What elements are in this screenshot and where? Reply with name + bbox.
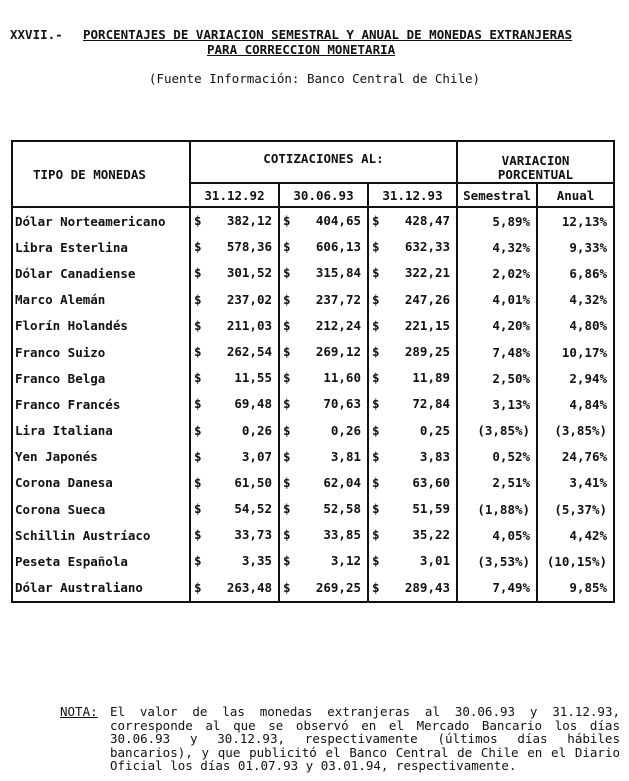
rate-value: 70,63 [323, 396, 361, 412]
currency-symbol: $ [283, 265, 291, 281]
table-row [12, 287, 614, 313]
rate-value: 11,55 [234, 370, 272, 386]
currency-symbol: $ [283, 239, 291, 255]
semestral-variation: 7,48% [457, 339, 537, 365]
rate-cell-1 [190, 496, 279, 522]
rate-cell-1 [190, 339, 279, 365]
annual-variation: 2,94% [537, 365, 614, 391]
rate-cell-2 [279, 391, 368, 417]
rate-value: 262,54 [226, 343, 272, 359]
rate-value: 578,36 [226, 239, 272, 255]
heading-title-line-2: PARA CORRECCION MONETARIA [207, 42, 396, 57]
annual-variation: 3,41% [537, 470, 614, 496]
table-body [12, 207, 614, 602]
currency-symbol: $ [283, 291, 291, 307]
rate-value: 3,01 [419, 553, 451, 569]
currency-symbol: $ [194, 474, 202, 490]
rate-cell-1 [190, 444, 279, 470]
currency-symbol: $ [283, 213, 291, 228]
currency-name: Dólar Australiano [12, 575, 190, 602]
currency-symbol: $ [283, 370, 291, 386]
currency-symbol: $ [283, 422, 291, 438]
semestral-variation: 4,32% [457, 234, 537, 260]
rate-cell-1 [190, 260, 279, 286]
currency-name: Franco Belga [12, 365, 190, 391]
rate-cell-1 [190, 365, 279, 391]
annual-variation: 24,76% [537, 444, 614, 470]
rate-value: 33,85 [323, 527, 361, 543]
rate-value: 62,04 [323, 474, 361, 490]
annual-variation: 10,17% [537, 339, 614, 365]
currency-name: Libra Esterlina [12, 234, 190, 260]
rate-value: 322,21 [404, 265, 451, 281]
currency-symbol: $ [194, 291, 202, 307]
currency-name: Yen Japonés [12, 444, 190, 470]
header-anual: Anual [537, 183, 614, 207]
rate-cell-2 [279, 207, 368, 234]
rate-value: 263,48 [226, 579, 272, 595]
rate-value: 404,65 [315, 213, 361, 228]
rate-cell-3 [368, 365, 457, 391]
table-row [12, 470, 614, 496]
rate-value: 606,13 [315, 239, 361, 255]
table-row [12, 418, 614, 444]
annual-variation: (5,37%) [537, 496, 614, 522]
rate-cell-1 [190, 470, 279, 496]
currency-symbol: $ [283, 317, 291, 333]
rate-cell-3 [368, 496, 457, 522]
currency-symbol: $ [372, 501, 380, 517]
rate-value: 269,25 [315, 579, 361, 595]
currency-symbol: $ [194, 527, 202, 543]
rate-value: 3,07 [241, 448, 272, 464]
semestral-variation: 2,50% [457, 365, 537, 391]
currency-symbol: $ [283, 448, 291, 464]
semestral-variation: (1,88%) [457, 496, 537, 522]
currency-name: Peseta Española [12, 548, 190, 574]
rate-cell-2 [279, 313, 368, 339]
currency-symbol: $ [372, 213, 380, 228]
semestral-variation: 5,89% [457, 207, 537, 234]
header-date-3: 31.12.93 [368, 183, 457, 207]
table-row [12, 548, 614, 574]
rate-value: 632,33 [404, 239, 451, 255]
annual-variation: 4,80% [537, 313, 614, 339]
table-row [12, 339, 614, 365]
annual-variation: 9,85% [537, 575, 614, 602]
rate-value: 69,48 [234, 396, 272, 412]
currency-symbol: $ [283, 343, 291, 359]
semestral-variation: 2,02% [457, 260, 537, 286]
rate-cell-3 [368, 522, 457, 548]
semestral-variation: 4,05% [457, 522, 537, 548]
rate-cell-2 [279, 470, 368, 496]
annual-variation: 4,32% [537, 287, 614, 313]
rate-cell-3 [368, 287, 457, 313]
currency-symbol: $ [194, 396, 202, 412]
currency-symbol: $ [194, 579, 202, 595]
currency-symbol: $ [372, 553, 380, 569]
annual-variation: (10,15%) [537, 548, 614, 574]
table-row [12, 522, 614, 548]
annual-variation: (3,85%) [537, 418, 614, 444]
rate-value: 3,81 [330, 448, 361, 464]
semestral-variation: (3,53%) [457, 548, 537, 574]
rate-cell-1 [190, 234, 279, 260]
currency-symbol: $ [283, 527, 291, 543]
rate-cell-1 [190, 313, 279, 339]
rate-value: 247,26 [404, 291, 451, 307]
rate-cell-2 [279, 444, 368, 470]
rate-value: 72,84 [412, 396, 451, 412]
semestral-variation: 0,52% [457, 444, 537, 470]
currency-symbol: $ [194, 448, 202, 464]
currency-symbol: $ [194, 265, 202, 281]
currency-symbol: $ [283, 553, 291, 569]
rate-value: 212,24 [315, 317, 361, 333]
rate-cell-2 [279, 234, 368, 260]
rate-cell-3 [368, 207, 457, 234]
currency-symbol: $ [372, 474, 380, 490]
currency-symbol: $ [372, 239, 380, 255]
currency-name: Dólar Norteamericano [12, 207, 190, 234]
table-row [12, 260, 614, 286]
currency-table [11, 140, 615, 603]
rate-cell-1 [190, 391, 279, 417]
rate-cell-1 [190, 207, 279, 234]
header-tipo-monedas: TIPO DE MONEDAS [12, 141, 190, 207]
header-cotizaciones: COTIZACIONES AL: [190, 141, 457, 183]
rate-cell-1 [190, 287, 279, 313]
currency-symbol: $ [194, 370, 202, 386]
rate-value: 11,89 [412, 370, 451, 386]
rate-value: 211,03 [226, 317, 272, 333]
rate-value: 35,22 [412, 527, 451, 543]
rate-value: 51,59 [412, 501, 451, 517]
rate-cell-3 [368, 470, 457, 496]
rate-value: 52,58 [323, 501, 361, 517]
rate-cell-3 [368, 234, 457, 260]
rate-value: 289,43 [404, 579, 451, 595]
rate-cell-1 [190, 418, 279, 444]
currency-symbol: $ [194, 343, 202, 359]
rate-cell-3 [368, 575, 457, 602]
rate-cell-2 [279, 418, 368, 444]
rate-cell-3 [368, 391, 457, 417]
rate-cell-1 [190, 575, 279, 602]
annual-variation: 12,13% [537, 207, 614, 234]
currency-symbol: $ [194, 553, 202, 569]
semestral-variation: (3,85%) [457, 418, 537, 444]
rate-value: 237,72 [315, 291, 361, 307]
rate-cell-2 [279, 287, 368, 313]
currency-symbol: $ [194, 317, 202, 333]
currency-symbol: $ [372, 317, 380, 333]
rate-value: 289,25 [404, 343, 451, 359]
currency-symbol: $ [372, 527, 380, 543]
rate-value: 11,60 [323, 370, 361, 386]
header-date-1: 31.12.92 [190, 183, 279, 207]
semestral-variation: 4,01% [457, 287, 537, 313]
table-row [12, 365, 614, 391]
annual-variation: 9,33% [537, 234, 614, 260]
currency-name: Franco Francés [12, 391, 190, 417]
rate-cell-3 [368, 444, 457, 470]
rate-cell-1 [190, 548, 279, 574]
rate-value: 221,15 [404, 317, 451, 333]
rate-value: 33,73 [234, 527, 272, 543]
rate-value: 428,47 [404, 213, 451, 228]
rate-cell-3 [368, 548, 457, 574]
semestral-variation: 4,20% [457, 313, 537, 339]
rate-value: 0,25 [419, 422, 451, 438]
rate-value: 382,12 [226, 213, 272, 228]
currency-name: Franco Suizo [12, 339, 190, 365]
currency-name: Dólar Canadiense [12, 260, 190, 286]
header-variacion-line-1: VARIACION [501, 153, 570, 168]
rate-value: 237,02 [226, 291, 272, 307]
rate-cell-2 [279, 575, 368, 602]
currency-symbol: $ [372, 291, 380, 307]
annual-variation: 4,42% [537, 522, 614, 548]
table-row [12, 575, 614, 602]
currency-symbol: $ [283, 396, 291, 412]
table-row [12, 496, 614, 522]
table-row [12, 391, 614, 417]
header-semestral: Semestral [457, 183, 537, 207]
rate-value: 0,26 [241, 422, 272, 438]
rate-value: 315,84 [315, 265, 361, 281]
currency-symbol: $ [194, 501, 202, 517]
rate-value: 0,26 [330, 422, 361, 438]
rate-value: 3,35 [241, 553, 272, 569]
rate-cell-3 [368, 339, 457, 365]
rate-cell-2 [279, 522, 368, 548]
currency-symbol: $ [372, 265, 380, 281]
currency-symbol: $ [194, 213, 202, 228]
footnote-text: El valor de las monedas extranjeras al 30.06.93 y 31.12.93, corresponde al que se observó en el Mercado Bancario los días 30.06.93 y 30.12.93, respectivamente (últimos días hábiles bancarios), y que publicitó el Banco Central de Chile en el Diario Oficial los días 01.07.93 y 03.01.94, respectivamente. [110, 704, 620, 773]
currency-name: Florín Holandés [12, 313, 190, 339]
heading-title-line-1: PORCENTAJES DE VARIACION SEMESTRAL Y ANUAL DE MONEDAS EXTRANJERAS [83, 27, 573, 42]
currency-symbol: $ [372, 370, 380, 386]
rate-value: 3,12 [330, 553, 361, 569]
rate-value: 54,52 [234, 501, 272, 517]
table-row [12, 207, 614, 234]
rate-cell-3 [368, 260, 457, 286]
currency-name: Marco Alemán [12, 287, 190, 313]
currency-name: Schillin Austríaco [12, 522, 190, 548]
table-row [12, 313, 614, 339]
rate-cell-2 [279, 365, 368, 391]
footnote-label: NOTA: [60, 704, 98, 719]
currency-symbol: $ [372, 343, 380, 359]
currency-name: Lira Italiana [12, 418, 190, 444]
header-variacion [457, 141, 614, 183]
currency-symbol: $ [283, 579, 291, 595]
heading-number: XXVII.- [10, 27, 63, 42]
rate-value: 3,83 [419, 448, 451, 464]
currency-symbol: $ [194, 239, 202, 255]
table-row [12, 444, 614, 470]
rate-cell-3 [368, 418, 457, 444]
source-note: (Fuente Información: Banco Central de Chile) [148, 71, 481, 86]
semestral-variation: 2,51% [457, 470, 537, 496]
currency-symbol: $ [372, 422, 380, 438]
currency-symbol: $ [372, 448, 380, 464]
semestral-variation: 7,49% [457, 575, 537, 602]
currency-symbol: $ [283, 474, 291, 490]
currency-name: Corona Sueca [12, 496, 190, 522]
currency-name: Corona Danesa [12, 470, 190, 496]
table-row [12, 234, 614, 260]
rate-value: 301,52 [226, 265, 272, 281]
annual-variation: 4,84% [537, 391, 614, 417]
rate-value: 61,50 [234, 474, 272, 490]
rate-cell-2 [279, 496, 368, 522]
rate-value: 269,12 [315, 343, 361, 359]
currency-symbol: $ [194, 422, 202, 438]
currency-symbol: $ [372, 396, 380, 412]
header-variacion-line-2: PORCENTUAL [497, 167, 574, 182]
rate-cell-2 [279, 339, 368, 365]
rate-cell-2 [279, 548, 368, 574]
rate-cell-1 [190, 522, 279, 548]
rate-cell-3 [368, 313, 457, 339]
currency-symbol: $ [283, 501, 291, 517]
annual-variation: 6,86% [537, 260, 614, 286]
currency-symbol: $ [372, 579, 380, 595]
rate-value: 63,60 [412, 474, 451, 490]
semestral-variation: 3,13% [457, 391, 537, 417]
header-date-2: 30.06.93 [279, 183, 368, 207]
rate-cell-2 [279, 260, 368, 286]
